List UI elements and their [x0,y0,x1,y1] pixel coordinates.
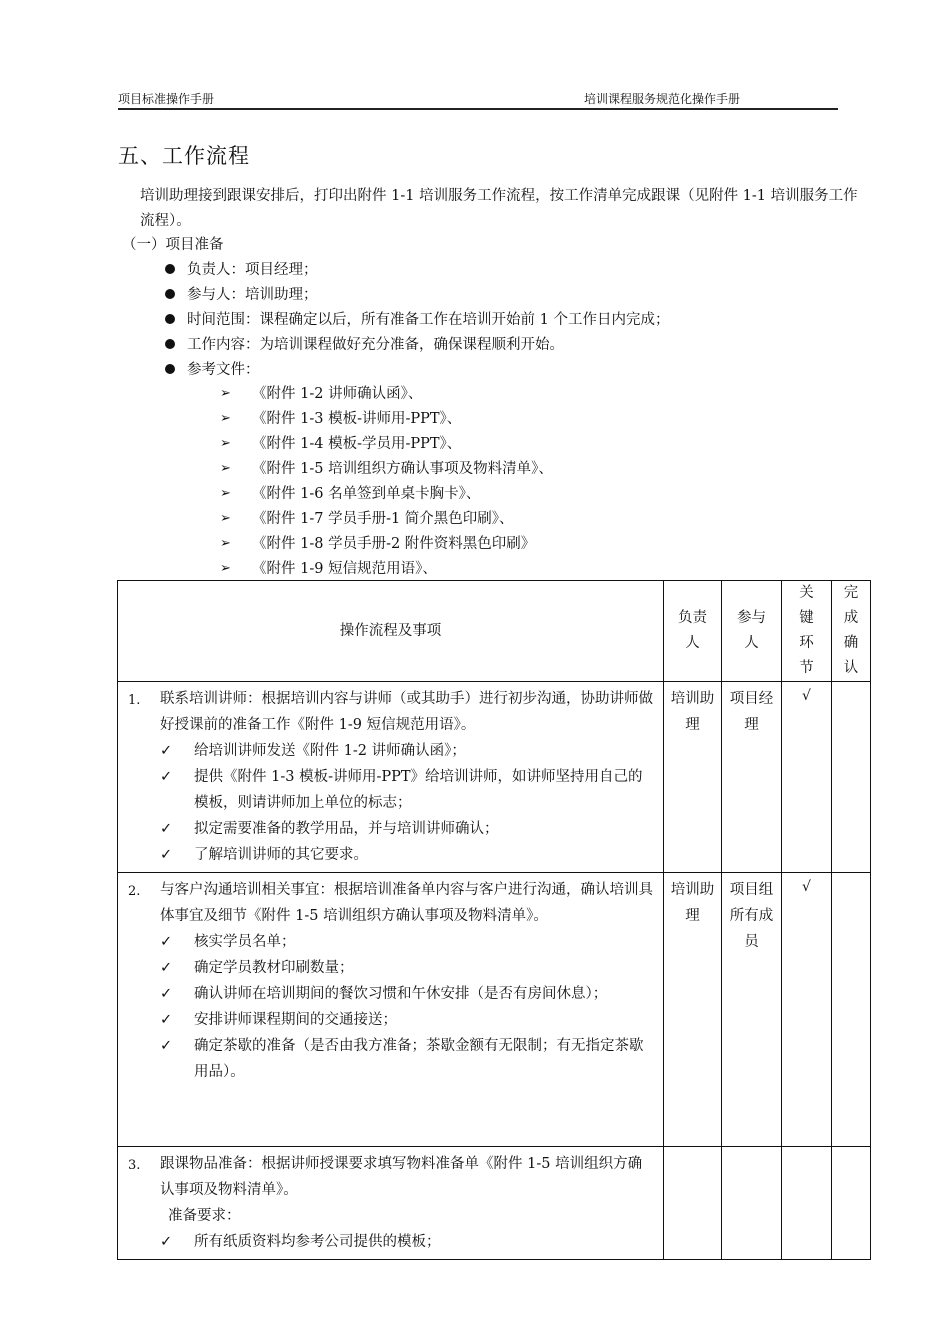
bullet-dot-icon [165,314,175,324]
row-done [832,873,871,1147]
header-done: 完成确认 [832,581,871,682]
check-item: ✓ 确定茶歇的准备（是否由我方准备；茶歇金额有无限制；有无指定茶歇用品）。 [160,1033,653,1085]
row-participants: 项目经理 [722,682,782,873]
checkmark-icon: ✓ [160,769,173,785]
arrow-bullet-icon: ➢ [220,561,231,576]
arrow-bullet-icon: ➢ [220,511,231,526]
row-steps [118,1147,664,1260]
arrow-bullet-icon: ➢ [220,461,231,476]
header-key: 关键环节 [782,581,832,682]
row-main-text: 跟课物品准备：根据讲师授课要求填写物料准备单《附件 1-5 培训组织方确认事项及物料清单》。 [160,1156,643,1198]
bullet-dot-icon [165,339,175,349]
bullet-item: 时间范围：课程确定以后，所有准备工作在培训开始前 1 个工作日内完成； [165,309,669,334]
row-number: 3. [128,1158,141,1173]
checkmark-icon: ✓ [160,821,173,837]
header-left-title: 项目标准操作手册 [118,92,215,106]
table-header-row [118,581,871,682]
reference-item: ➢ 《附件 1-6 名单签到单桌卡胸卡》、 [220,486,481,502]
key-step-mark: √ [802,879,811,895]
checkmark-icon: ✓ [160,847,173,863]
check-item: ✓ 了解培训讲师的其它要求。 [160,842,653,868]
bullet-item: 负责人：项目经理； [165,259,669,284]
check-item: ✓ 所有纸质资料均参考公司提供的模板； [160,1229,653,1255]
reference-list [220,384,553,584]
section-intro: 培训助理接到跟课安排后，打印出附件 1-1 培训服务工作流程，按工作清单完成跟课（见附件 1-1 培训服务工作流程）。 [140,188,858,229]
row-key [782,873,832,1147]
reference-item: ➢ 《附件 1-3 模板-讲师用-PPT》、 [220,411,462,427]
row-owner: 培训助理 [664,682,722,873]
arrow-bullet-icon: ➢ [220,486,231,501]
row-participants [722,1147,782,1260]
check-item: ✓ 提供《附件 1-3 模板-讲师用-PPT》给培训讲师，如讲师坚持用自己的模板，则请讲师加上单位的标志； [160,764,653,816]
bullet-list [165,259,669,384]
arrow-bullet-icon: ➢ [220,386,231,401]
reference-item: ➢ 《附件 1-5 培训组织方确认事项及物料清单》、 [220,461,553,477]
check-item: ✓ 确定学员教材印刷数量； [160,955,653,981]
header-rule [118,108,838,110]
reference-item: ➢ 《附件 1-8 学员手册-2 附件资料黑色印刷》 [220,536,536,552]
reference-item: ➢ 《附件 1-4 模板-学员用-PPT》、 [220,436,462,452]
reference-item: ➢ 《附件 1-2 讲师确认函》、 [220,386,423,402]
row-number: 1. [128,693,141,708]
row-owner: 培训助理 [664,873,722,1147]
row-number: 2. [128,884,141,899]
bullet-dot-icon [165,264,175,274]
checkmark-icon: ✓ [160,986,173,1002]
row-steps [118,873,664,1147]
row-sub-heading: 准备要求： [168,1208,241,1224]
check-item: ✓ 给培训讲师发送《附件 1-2 讲师确认函》； [160,738,653,764]
check-item: ✓ 安排讲师课程期间的交通接送； [160,1007,653,1033]
row-done [832,682,871,873]
row-main-text: 联系培训讲师：根据培训内容与讲师（或其助手）进行初步沟通，协助讲师做好授课前的准备工作《附件 1-9 短信规范用语》。 [160,691,653,733]
table-row [118,682,871,873]
header-steps: 操作流程及事项 [118,581,664,682]
table-row [118,1147,871,1260]
bullet-item: 参考文件： [165,359,669,384]
header-right-title: 培训课程服务规范化操作手册 [584,92,741,106]
checkmark-icon: ✓ [160,1038,173,1054]
check-item: ✓ 核实学员名单； [160,929,653,955]
subsection-title: （一）项目准备 [122,237,224,253]
bullet-dot-icon [165,289,175,299]
check-item: ✓ 确认讲师在培训期间的餐饮习惯和午休安排（是否有房间休息）； [160,981,653,1007]
row-done [832,1147,871,1260]
reference-item: ➢ 《附件 1-9 短信规范用语》、 [220,561,437,577]
row-main-text: 与客户沟通培训相关事宜：根据培训准备单内容与客户进行沟通，确认培训具体事宜及细节《附件 1-5 培训组织方确认事项及物料清单》。 [160,882,653,924]
checkmark-icon: ✓ [160,960,173,976]
row-owner [664,1147,722,1260]
table-row [118,873,871,1147]
arrow-bullet-icon: ➢ [220,411,231,426]
bullet-item: 工作内容：为培训课程做好充分准备，确保课程顺利开始。 [165,334,669,359]
checkmark-icon: ✓ [160,1012,173,1028]
header-participants: 参与人 [722,581,782,682]
section-title: 五、工作流程 [118,144,250,168]
checkmark-icon: ✓ [160,934,173,950]
arrow-bullet-icon: ➢ [220,436,231,451]
page-header [118,90,838,110]
row-key [782,1147,832,1260]
key-step-mark: √ [802,688,811,704]
workflow-table [117,580,871,1260]
bullet-item: 参与人：培训助理； [165,284,669,309]
checkmark-icon: ✓ [160,1234,173,1250]
arrow-bullet-icon: ➢ [220,536,231,551]
row-participants: 项目组所有成员 [722,873,782,1147]
bullet-dot-icon [165,364,175,374]
row-key [782,682,832,873]
header-owner: 负责人 [664,581,722,682]
reference-item: ➢ 《附件 1-7 学员手册-1 简介黑色印刷》、 [220,511,514,527]
row-steps [118,682,664,873]
check-item: ✓ 拟定需要准备的教学用品，并与培训讲师确认； [160,816,653,842]
checkmark-icon: ✓ [160,743,173,759]
